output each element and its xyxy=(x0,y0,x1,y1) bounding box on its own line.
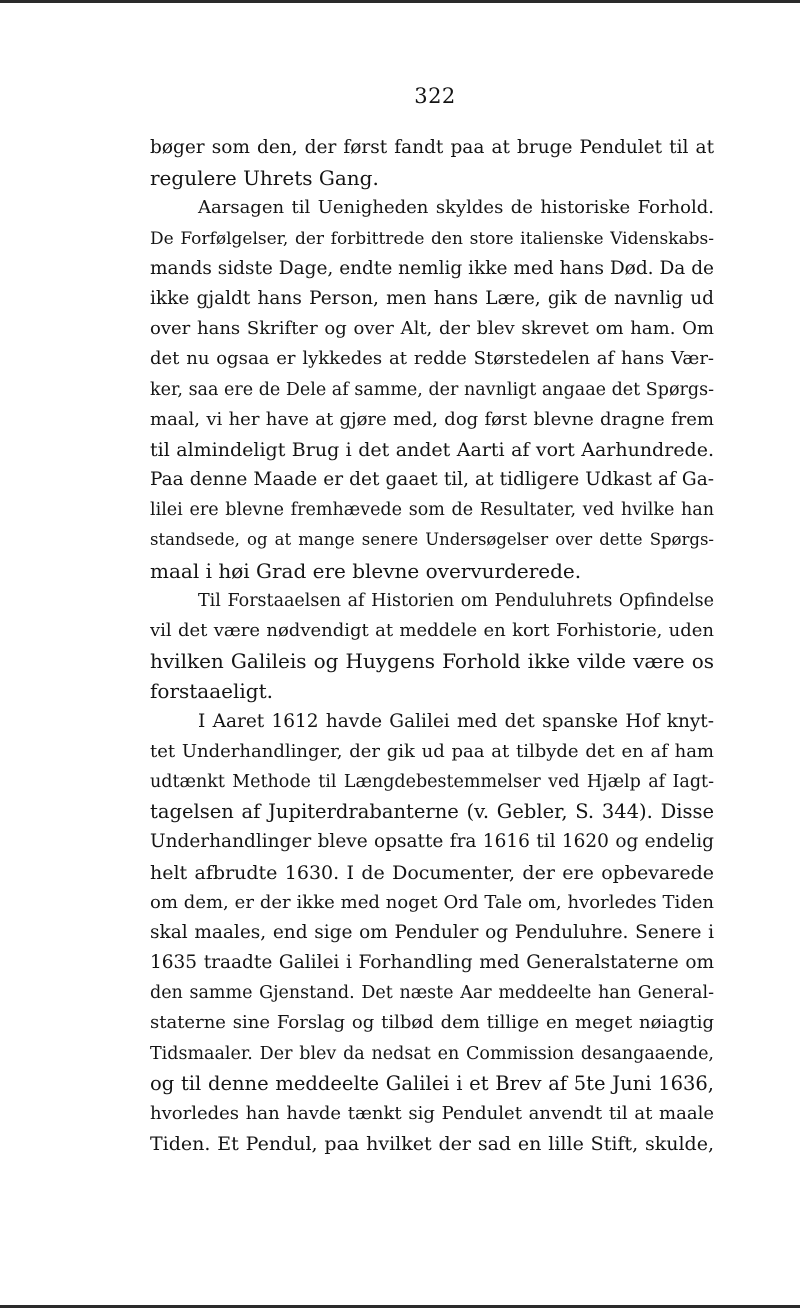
paragraph-4 xyxy=(150,707,714,1160)
body-text xyxy=(150,133,714,1159)
text-line: mands sidste Dage, endte nemlig ikke med hans Død. Da de xyxy=(150,257,714,279)
text-line: ikke gjaldt hans Person, men hans Lære, gik de navnlig ud xyxy=(150,287,714,309)
text-line: Tidsmaaler. Der blev da nedsat en Commission desangaaende, xyxy=(150,1043,714,1064)
text-line: om dem, er der ikke med noget Ord Tale om, hvorledes Tiden xyxy=(150,891,714,913)
text-line: staterne sine Forslag og tilbød dem tillige en meget nøiagtig xyxy=(150,1012,714,1034)
text-line: De Forfølgelser, der forbittrede den store italienske Videnskabs- xyxy=(150,228,714,249)
text-line: I Aaret 1612 havde Galilei med det spanske Hof knyt- xyxy=(198,710,714,732)
text-line: den samme Gjenstand. Det næste Aar meddeelte han General- xyxy=(150,983,714,1004)
paragraph-3 xyxy=(150,586,714,707)
text-line: Til Forstaaelsen af Historien om Penduluhrets Opfindelse xyxy=(198,590,714,611)
text-line: standsede, og at mange senere Undersøgelser over dette Spørgs- xyxy=(150,530,714,550)
text-line: ker, saa ere de Dele af samme, der navnligt angaae det Spørgs- xyxy=(150,379,714,400)
text-line: tet Underhandlinger, der gik ud paa at tilbyde det en af ham xyxy=(150,740,714,762)
top-border xyxy=(0,0,800,3)
text-line: til almindeligt Brug i det andet Aarti af vort Aarhundrede. xyxy=(150,438,714,461)
text-line: hvorledes han havde tænkt sig Pendulet anvendt til at maale xyxy=(150,1103,714,1124)
text-line: maal i høi Grad ere blevne overvurderede. xyxy=(150,558,582,583)
text-line: det nu ogsaa er lykkedes at redde Størstedelen af hans Vær- xyxy=(150,348,714,370)
text-line: forstaaeligt. xyxy=(150,679,273,704)
paragraph-1 xyxy=(150,133,714,193)
text-line: regulere Uhrets Gang. xyxy=(150,166,379,191)
text-line: lilei ere blevne fremhævede som de Resultater, ved hvilke han xyxy=(150,500,714,521)
text-line: tagelsen af Jupiterdrabanterne (v. Gebler, S. 344). Disse xyxy=(150,800,714,824)
text-line: skal maales, end sige om Penduler og Penduluhre. Senere i xyxy=(150,921,714,943)
text-line: Underhandlinger bleve opsatte fra 1616 til 1620 og endelig xyxy=(150,831,714,853)
text-line: over hans Skrifter og over Alt, der blev skrevet om ham. Om xyxy=(150,318,714,340)
text-line: og til denne meddeelte Galilei i et Brev af 5te Juni 1636, xyxy=(150,1071,714,1095)
paragraph-2 xyxy=(150,193,714,585)
text-line: hvilken Galileis og Huygens Forhold ikke vilde være os xyxy=(150,649,714,674)
text-line: helt afbrudte 1630. I de Documenter, der ere opbevarede xyxy=(150,861,714,884)
text-line: Aarsagen til Uenigheden skyldes de historiske Forhold. xyxy=(198,197,714,219)
text-line: udtænkt Methode til Længdebestemmelser ved Hjælp af Iagt- xyxy=(150,771,714,792)
text-line: 1635 traadte Galilei i Forhandling med Generalstaterne om xyxy=(150,952,714,974)
text-line: Tiden. Et Pendul, paa hvilket der sad en lille Stift, skulde, xyxy=(150,1133,714,1156)
bottom-border xyxy=(0,1305,800,1308)
text-line: bøger som den, der først fandt paa at bruge Pendulet til at xyxy=(150,137,714,158)
text-line: maal, vi her have at gjøre med, dog først blevne dragne frem xyxy=(150,408,714,430)
text-line: vil det være nødvendigt at meddele en kort Forhistorie, uden xyxy=(150,620,714,641)
page-number: 322 xyxy=(414,84,456,108)
text-line: Paa denne Maade er det gaaet til, at tidligere Udkast af Ga- xyxy=(150,469,714,491)
